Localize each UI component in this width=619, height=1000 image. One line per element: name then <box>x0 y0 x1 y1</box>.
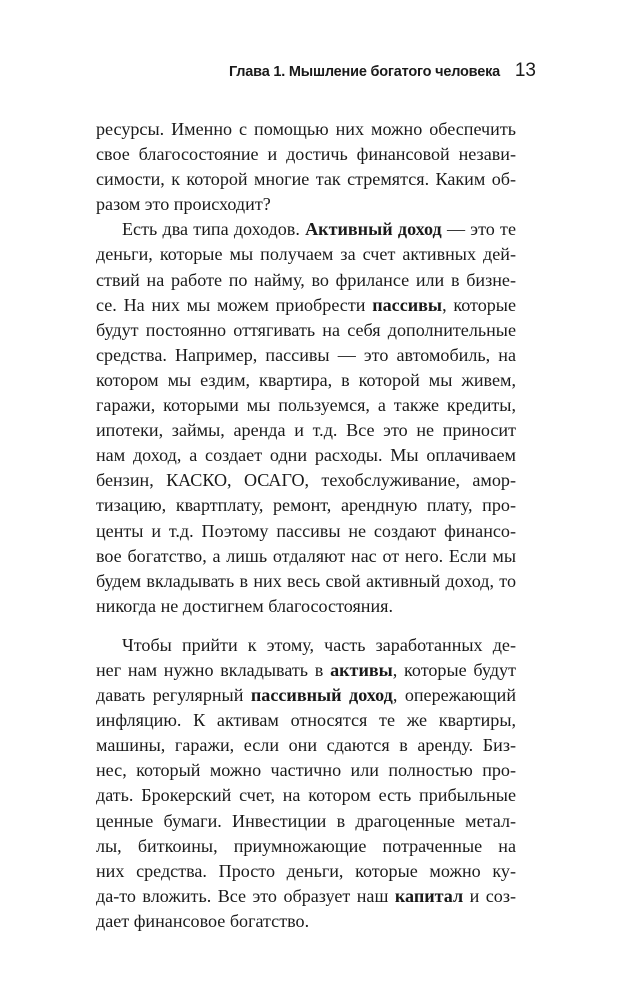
text-run: , которые <box>442 294 516 315</box>
text-line <box>96 293 516 318</box>
text-run: разом это происходит? <box>96 194 271 215</box>
text-run: деньги, которые мы получаем за счет активных дей- <box>96 244 516 265</box>
text-line <box>96 192 516 217</box>
text-run: ипотеки, займы, аренда и т.д. Все это не приносит <box>96 420 516 441</box>
text-line <box>96 733 516 758</box>
text-line <box>96 268 516 293</box>
text-run: да-то вложить. Все это образует наш <box>96 885 395 906</box>
text-run: дает финансовое богатство. <box>96 910 310 931</box>
chapter-title: Глава 1. Мышление богатого человека <box>229 64 500 80</box>
text-run: се. На них мы можем приобрести <box>96 294 373 315</box>
text-run: лы, биткоины, приумножающие потраченные на <box>96 835 516 856</box>
text-line <box>96 493 516 518</box>
bold-term: пассивный доход <box>250 685 393 706</box>
paragraph <box>96 633 516 934</box>
bold-term: капитал <box>394 885 464 906</box>
paragraph <box>96 217 516 619</box>
text-run: средства. Например, пассивы — это автомобиль, на <box>96 344 516 365</box>
text-run: машины, гаражи, если они сдаются в аренду. Биз- <box>96 735 516 756</box>
text-line <box>96 368 516 393</box>
text-line <box>96 633 516 658</box>
text-line <box>96 343 516 368</box>
text-run: гаражи, которыми мы пользуемся, а также кредиты, <box>96 395 516 416</box>
text-line <box>96 834 516 859</box>
text-line <box>96 242 516 267</box>
text-line <box>96 217 516 242</box>
text-line <box>96 783 516 808</box>
text-line <box>96 468 516 493</box>
text-line <box>96 594 516 619</box>
text-run: симости, к которой многие так стремятся. Каким об- <box>96 169 516 190</box>
paragraph <box>96 117 516 217</box>
text-run: нам доход, а создает одни расходы. Мы оплачиваем <box>96 445 516 466</box>
body-text <box>96 117 516 934</box>
page-number: 13 <box>514 60 536 81</box>
text-run: ценные бумаги. Инвестиции в драгоценные метал- <box>96 810 516 831</box>
text-run: свое благосостояние и достичь финансовой незави- <box>96 144 516 165</box>
text-run: ресурсы. Именно с помощью них можно обеспечить <box>96 119 516 139</box>
text-run: давать регулярный <box>96 685 251 706</box>
text-line <box>96 519 516 544</box>
text-run: нег нам нужно вкладывать в <box>96 659 331 680</box>
text-line <box>96 884 516 909</box>
text-line <box>96 117 516 142</box>
text-run: вое богатство, а лишь отдаляют нас от него. Если мы <box>96 545 516 566</box>
text-line <box>96 318 516 343</box>
text-line <box>96 418 516 443</box>
text-run: , опережающий <box>392 685 517 706</box>
bold-term: пассивы <box>372 294 443 315</box>
text-line <box>96 393 516 418</box>
text-run: никогда не достигнем благосостояния. <box>96 595 393 616</box>
text-line <box>96 658 516 683</box>
text-run: — это те <box>441 219 516 240</box>
text-run: инфляцию. К активам относятся те же квартиры, <box>96 710 516 731</box>
text-line <box>96 909 516 934</box>
text-run: центы и т.д. Поэтому пассивы не создают финансо- <box>96 520 516 541</box>
text-run: Есть два типа доходов. <box>122 219 306 240</box>
text-run: тизацию, квартплату, ремонт, арендную плату, про- <box>96 495 516 516</box>
text-line <box>96 569 516 594</box>
text-line <box>96 809 516 834</box>
text-run: нес, который можно частично или полностью про- <box>96 760 516 781</box>
bold-term: Активный доход <box>305 219 442 240</box>
running-header <box>96 62 536 86</box>
text-line <box>96 708 516 733</box>
text-run: них средства. Просто деньги, которые можно ку- <box>96 860 516 881</box>
bold-term: активы <box>330 659 393 680</box>
text-run: котором мы ездим, квартира, в которой мы живем, <box>96 369 516 390</box>
text-run: , которые будут <box>392 659 516 680</box>
text-run: бензин, КАСКО, ОСАГО, техобслуживание, амор- <box>96 470 516 491</box>
text-line <box>96 758 516 783</box>
text-run: ствий на работе по найму, во фрилансе или в бизне- <box>96 269 516 290</box>
text-line <box>96 683 516 708</box>
text-line <box>96 443 516 468</box>
text-line <box>96 142 516 167</box>
text-line <box>96 544 516 569</box>
text-run: и соз- <box>463 885 516 906</box>
text-line <box>96 167 516 192</box>
text-run: будут постоянно оттягивать на себя дополнительные <box>96 319 516 340</box>
text-line <box>96 859 516 884</box>
text-run: будем вкладывать в них весь свой активный доход, то <box>96 570 516 591</box>
text-run: дать. Брокерский счет, на котором есть прибыльные <box>96 785 516 806</box>
text-run: Чтобы прийти к этому, часть заработанных де- <box>122 634 516 655</box>
